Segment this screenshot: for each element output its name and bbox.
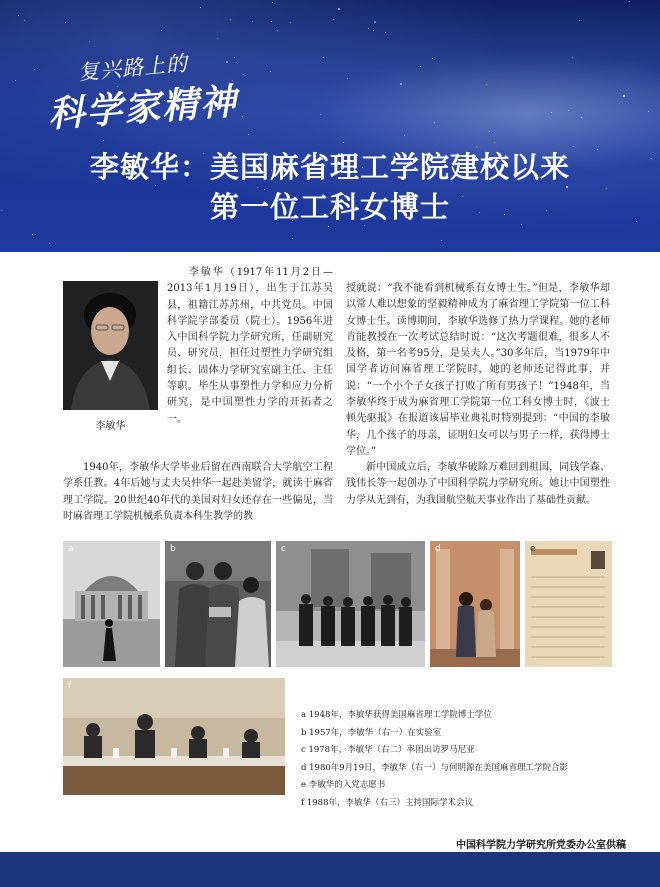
article-paragraph-3: 授就说：“我不能看到机械系有女博士生。”但是，李敏华却以常人难以想象的坚毅精神成为了麻省理工学院第一位工科女博士生。读博期间，李敏华选修了热力学课程。她的老师肯能教授在一次考试总结时说：“这次考题很难，很多人不及格，第一名考95分，是吴夫人。”30多年后，当1979年中国学者访问麻省理工学院时，她的老师还记得此事，并说：“一个小个子女孩子打败了所有男孩子！”1948年，当李敏华终于成为麻省理工学院第一位工科女博士时，《波士顿先驱报》在报道该届毕业典礼时特别提到：“中国的李敏华，几个孩子的母亲，证明妇女可以与男子一样，获得博士学位。”	[346, 283, 610, 457]
caption-f: f 1988年，李敏华（右三）主持国际学术会议	[301, 797, 473, 808]
star-dot	[568, 110, 569, 111]
article-paragraph-4: 新中国成立后，李敏华破除万难回到祖国，同钱学森、钱伟长等一起创办了中国科学院力学研究所。她让中国塑性力学从无到有，为我国航空航天事业作出了基础性贡献。	[346, 462, 610, 506]
star-dot	[277, 30, 278, 31]
star-dot	[89, 41, 90, 42]
photo-e-label: e	[530, 544, 536, 554]
star-dot	[648, 111, 649, 112]
star-dot	[323, 57, 324, 58]
star-dot	[230, 19, 231, 20]
star-dot	[32, 234, 33, 235]
photo-a	[63, 541, 160, 667]
article-headline	[0, 147, 660, 227]
star-dot	[432, 58, 433, 59]
star-dot	[623, 95, 625, 97]
photo-e	[525, 541, 612, 667]
photo-captions	[301, 707, 641, 813]
star-dot	[581, 117, 582, 118]
star-dot	[420, 66, 421, 67]
star-dot	[551, 112, 552, 113]
star-dot	[374, 21, 376, 23]
star-dot	[103, 140, 104, 141]
star-dot	[18, 15, 19, 16]
star-dot	[248, 134, 249, 135]
star-dot	[579, 20, 580, 21]
caption-c: c 1978年，李敏华（右二）率团出访罗马尼亚	[301, 745, 475, 756]
star-dot	[441, 240, 442, 241]
star-dot	[629, 1, 630, 2]
photo-f-label: f	[68, 681, 72, 691]
star-dot	[338, 8, 340, 10]
star-dot	[271, 21, 272, 22]
star-dot	[290, 22, 291, 23]
caption-a: a 1948年，李敏华获得美国麻省理工学院博士学位	[301, 710, 492, 720]
star-dot	[486, 84, 487, 85]
star-dot	[494, 142, 495, 143]
photo-f	[63, 678, 285, 795]
star-dot	[343, 142, 344, 143]
star-dot	[572, 57, 573, 58]
source-credit: 中国科学院力学研究所党委办公室供稿	[456, 840, 626, 851]
caption-d: d 1980年9月19日，李敏华（右一）与何明源在美国麻省理工学院合影	[301, 762, 569, 773]
star-dot	[404, 135, 405, 136]
star-dot	[489, 131, 490, 132]
photo-c-label: c	[281, 544, 286, 554]
star-dot	[34, 69, 35, 70]
star-dot	[65, 22, 66, 23]
footer-bar	[0, 852, 660, 887]
star-dot	[434, 122, 435, 123]
star-dot	[24, 20, 25, 21]
header-banner	[0, 0, 660, 252]
star-dot	[292, 238, 293, 239]
photo-c	[276, 541, 425, 667]
photo-d-label: d	[435, 544, 441, 554]
series-title	[46, 48, 268, 136]
series-title-line1: 复兴路上的	[77, 51, 189, 85]
star-dot	[373, 30, 374, 31]
star-dot	[252, 21, 253, 22]
article-paragraph-2: 1940年，李敏华大学毕业后留在西南联合大学航空工程学系任教。4年后她与丈夫吴仲华一起赴美留学，就读于麻省理工学院。20世纪40年代的美国对妇女还存在一些偏见，当时麻省理工学院机械系负责本科生教学的教	[63, 462, 333, 522]
star-dot	[15, 80, 16, 81]
portrait-float-space	[63, 265, 167, 427]
star-dot	[200, 7, 201, 8]
photo-b	[165, 541, 271, 667]
article-paragraph-1	[63, 265, 333, 428]
headline-line1: 李敏华：美国麻省理工学院建校以来	[89, 150, 570, 184]
star-dot	[400, 83, 402, 85]
paragraph-1-text: 李敏华（1917年11月2日—2013年1月19日），出生于江苏吴县，祖籍江苏苏州，中共党员。中国科学院学部委员（院士）。1956年进入中国科学院力学研究所，任副研究员、研究员，担任过塑性力学研究组组长、固体力学研究室副主任、主任等职。毕生从事塑性力学和应力分析研究，是中国塑性力学的开拓者之一。	[167, 267, 333, 425]
star-dot	[385, 32, 386, 33]
headline-line2: 第一位工科女博士	[209, 190, 450, 224]
star-dot	[347, 78, 348, 79]
star-dot	[217, 38, 218, 39]
caption-b: b 1957年，李敏华（右一）在实验室	[301, 727, 442, 738]
star-dot	[161, 30, 162, 31]
photo-a-label: a	[68, 544, 74, 554]
star-dot	[368, 28, 369, 29]
series-title-line2: 科学家精神	[46, 80, 240, 136]
star-dot	[320, 114, 321, 115]
portrait-caption: 李敏华	[95, 421, 126, 432]
photo-d	[430, 541, 520, 667]
caption-e: e 李敏华的入党志愿书	[301, 780, 386, 791]
star-dot	[272, 2, 273, 3]
star-dot	[333, 19, 334, 20]
star-dot	[270, 71, 271, 72]
photo-b-label: b	[170, 544, 176, 554]
star-dot	[49, 243, 50, 244]
